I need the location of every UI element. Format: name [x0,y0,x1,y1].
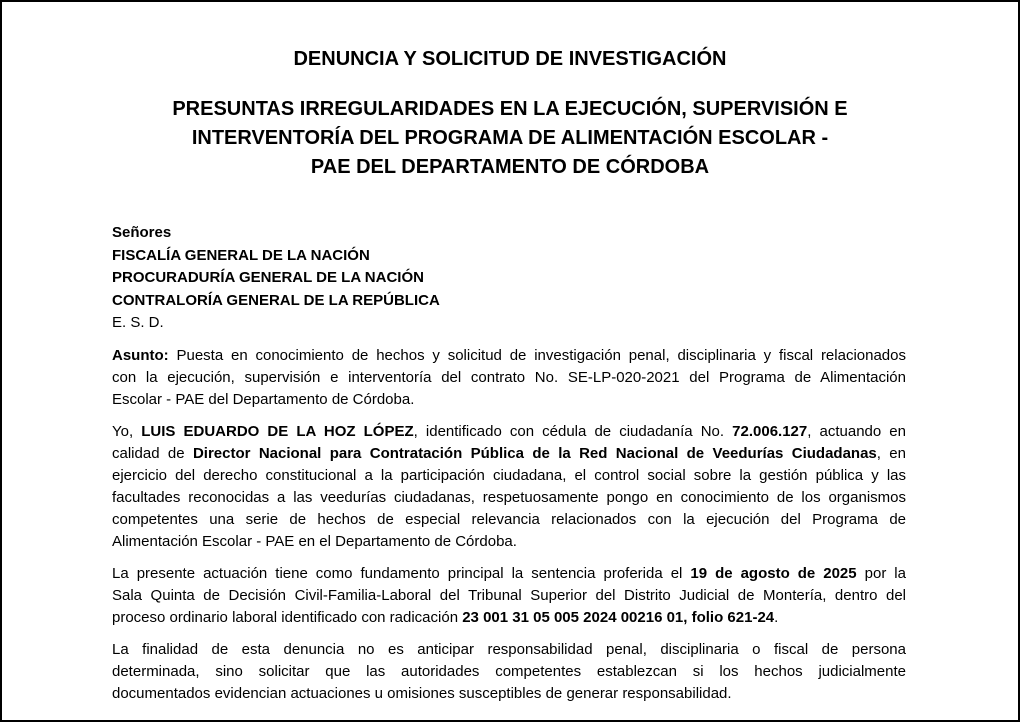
paragraph-line: determinada, sino solicitar que las autoridades competentes establezcan si los hechos judicialmente [112,662,906,680]
asunto-paragraph [112,345,906,411]
paragraph-line: Escolar - PAE del Departamento de Córdoba. [112,390,415,408]
paragraph-line [112,345,906,367]
paragraph-line: con la ejecución, supervisión e interventoría del contrato No. SE-LP-020-2021 del Programa de Alimentación [112,368,906,386]
paragraph-line: facultades reconocidas a las veedurías ciudadanas, respetuosamente pongo en conocimiento de los organismos [112,488,906,506]
complainant-role: Director Nacional para Contratación Pública de la Red Nacional de Veedurías Ciudadanas [192,444,877,462]
text-run: . [774,608,779,626]
complainant-name: LUIS EDUARDO DE LA HOZ LÓPEZ [141,422,414,440]
paragraph-line: Sala Quinta de Decisión Civil-Familia-Laboral del Tribunal Superior del Distrito Judicial de Montería, dentro del [112,586,906,604]
paragraph-line [112,563,906,585]
subtitle-line: PAE DEL DEPARTAMENTO DE CÓRDOBA [310,156,710,178]
addressee-entity: CONTRALORÍA GENERAL DE LA REPÚBLICA [112,291,440,309]
addressee-entity: FISCALÍA GENERAL DE LA NACIÓN [112,246,370,264]
text-run: proceso ordinario laboral identificado con radicación [112,608,463,626]
text-run: calidad de [112,444,193,462]
paragraph-line: ejercicio del derecho constitucional a la participación ciudadana, el control social sobre la gestión pública y las [112,466,906,484]
text-run: por la [856,564,906,582]
asunto-text: Puesta en conocimiento de hechos y solicitud de investigación penal, disciplinaria y fiscal relacionados [168,346,906,364]
paragraph-line [112,443,906,465]
esd-abbreviation: E. S. D. [112,314,164,331]
id-number: 72.006.127 [732,422,808,440]
paragraph-line [112,421,906,443]
text-run: La presente actuación tiene como fundamento principal la sentencia proferida el [112,564,691,582]
addressee-block [112,222,906,335]
document-subtitle [2,95,1018,182]
ruling-date: 19 de agosto de 2025 [690,564,857,582]
asunto-label: Asunto: [112,346,169,364]
case-number: 23 001 31 05 005 2024 00216 01, folio 621-24 [462,608,775,626]
text-run: , actuando en [807,422,906,440]
paragraph-line: documentados evidencian actuaciones u omisiones susceptibles de generar responsabilidad. [112,684,732,702]
addressee-entity: PROCURADURÍA GENERAL DE LA NACIÓN [112,269,424,286]
text-run: , en [876,444,906,462]
paragraph-line [112,607,906,629]
subtitle-line: PRESUNTAS IRREGULARIDADES EN LA EJECUCIÓN, SUPERVISIÓN E [172,98,848,120]
paragraph-line: Alimentación Escolar - PAE en el Departamento de Córdoba. [112,532,517,550]
document-body [112,222,906,715]
document-title: DENUNCIA Y SOLICITUD DE INVESTIGACIÓN [293,48,727,70]
purpose-paragraph [112,639,906,705]
foundation-paragraph [112,563,906,629]
introduction-paragraph [112,421,906,553]
text-run: , identificado con cédula de ciudadanía No. [413,422,733,440]
salutation: Señores [112,224,172,241]
paragraph-line: La finalidad de esta denuncia no es anticipar responsabilidad penal, disciplinaria o fiscal de persona [112,640,906,658]
text-run: Yo, [112,422,142,440]
paragraph-line: competentes una serie de hechos de especial relevancia relacionados con la ejecución del Programa de [112,510,906,528]
subtitle-line: INTERVENTORÍA DEL PROGRAMA DE ALIMENTACIÓN ESCOLAR - [191,127,829,149]
